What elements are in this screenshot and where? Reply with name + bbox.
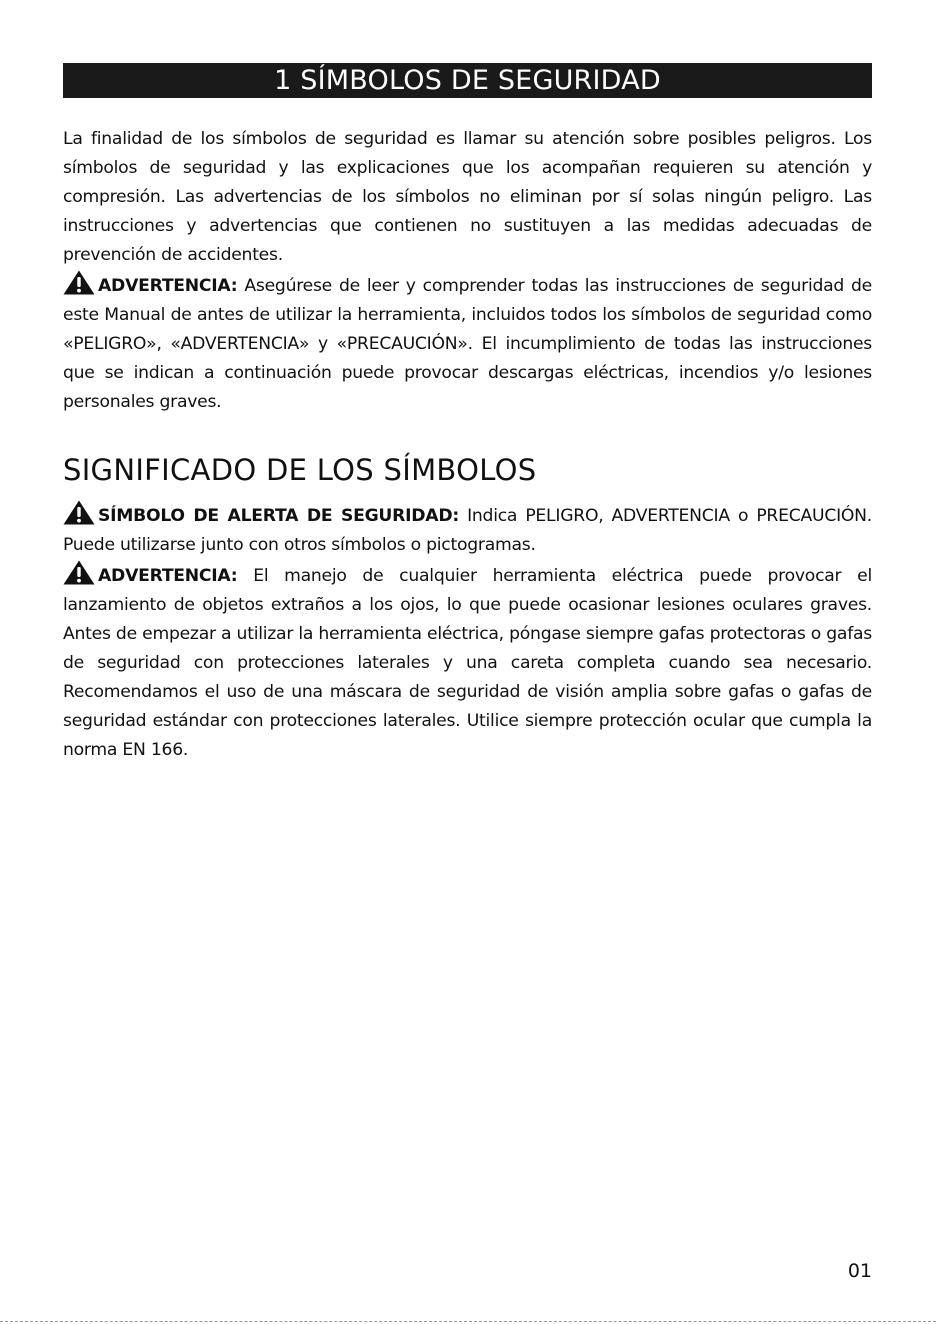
safety-alert-symbol-definition bbox=[63, 500, 872, 560]
alert-symbol-label: SÍMBOLO DE ALERTA DE SEGURIDAD: bbox=[98, 506, 459, 526]
warning-text: Asegúrese de leer y comprender todas las instrucciones de seguridad de este Manual de antes de utilizar la herramienta, incluidos todos los símbolos de seguridad como «PELIGRO», «ADVERTENCIA» y «PRECAUCIÓN». El incumplimiento de todas las instrucciones que se indican a continuación puede provocar descargas eléctricas, incendios y/o lesiones personales graves. bbox=[63, 276, 872, 412]
warning-triangle-icon bbox=[63, 560, 95, 585]
manual-page bbox=[63, 63, 872, 765]
eye-warning-label: ADVERTENCIA: bbox=[98, 566, 238, 586]
read-instructions-warning bbox=[63, 270, 872, 417]
section-title-bar bbox=[63, 63, 872, 98]
eye-warning-text: El manejo de cualquier herramienta eléctrica puede provocar el lanzamiento de objetos extraños a los ojos, lo que puede ocasionar lesiones oculares graves. Antes de empezar a utilizar la herramienta eléctrica, póngase siempre gafas protectoras o gafas de seguridad con protecciones laterales y una careta completa cuando sea necesario. Recomendamos el uso de una máscara de seguridad de visión amplia sobre gafas o gafas de seguridad estándar con protecciones laterales. Utilice siempre protección ocular que cumpla la norma EN 166. bbox=[63, 566, 872, 760]
page-number: 01 bbox=[847, 1260, 872, 1282]
section-title: 1 SÍMBOLOS DE SEGURIDAD bbox=[274, 65, 661, 96]
intro-paragraph: La finalidad de los símbolos de seguridad es llamar su atención sobre posibles peligros. Los símbolos de seguridad y las explicaciones que los acompañan requieren su atención y compresión. Las advertencias de los símbolos no eliminan por sí solas ningún peligro. Las instrucciones y advertencias que contienen no sustituyen a las medidas adecuadas de prevención de accidentes. bbox=[63, 129, 872, 265]
eye-protection-warning bbox=[63, 560, 872, 765]
symbols-heading: SIGNIFICADO DE LOS SÍMBOLOS bbox=[63, 453, 537, 487]
bottom-divider bbox=[0, 1321, 936, 1322]
warning-label: ADVERTENCIA: bbox=[98, 276, 238, 296]
warning-triangle-icon bbox=[63, 270, 95, 295]
warning-triangle-icon bbox=[63, 500, 95, 525]
alert-symbol-text: Indica PELIGRO, ADVERTENCIA o PRECAUCIÓN. Puede utilizarse junto con otros símbolos o pictogramas. bbox=[63, 506, 872, 555]
